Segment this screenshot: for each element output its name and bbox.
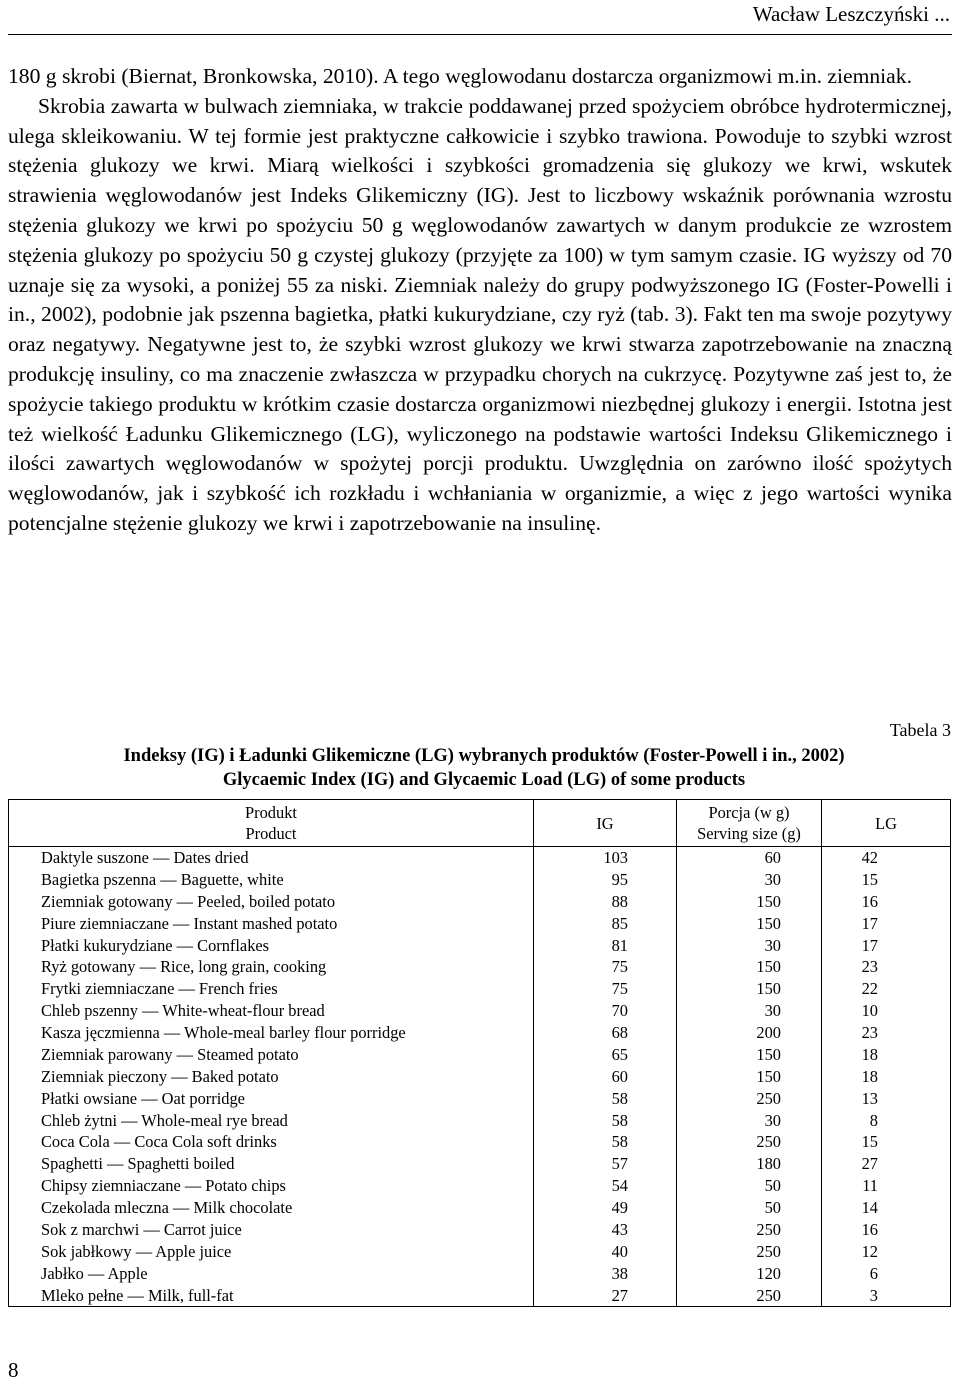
cell-ig: 58 xyxy=(534,1110,677,1132)
cell-ig: 103 xyxy=(534,847,677,869)
table-row xyxy=(9,1241,951,1263)
cell-product: Czekolada mleczna — Milk chocolate xyxy=(9,1197,534,1219)
table-row xyxy=(9,1022,951,1044)
cell-product: Bagietka pszenna — Baguette, white xyxy=(9,869,534,891)
table-body xyxy=(9,847,951,1307)
cell-portion: 30 xyxy=(677,869,822,891)
cell-ig: 58 xyxy=(534,1131,677,1153)
cell-lg: 3 xyxy=(822,1285,951,1307)
cell-portion: 250 xyxy=(677,1241,822,1263)
cell-portion: 150 xyxy=(677,1066,822,1088)
table-row xyxy=(9,1197,951,1219)
cell-portion: 250 xyxy=(677,1285,822,1307)
cell-ig: 27 xyxy=(534,1285,677,1307)
cell-ig: 38 xyxy=(534,1263,677,1285)
table-row xyxy=(9,1175,951,1197)
cell-product: Spaghetti — Spaghetti boiled xyxy=(9,1153,534,1175)
cell-ig: 54 xyxy=(534,1175,677,1197)
header-product xyxy=(9,800,534,847)
header-portion xyxy=(677,800,822,847)
cell-portion: 50 xyxy=(677,1175,822,1197)
cell-lg: 22 xyxy=(822,978,951,1000)
table-row xyxy=(9,1219,951,1241)
cell-lg: 17 xyxy=(822,913,951,935)
cell-product: Mleko pełne — Milk, full-fat xyxy=(9,1285,534,1307)
table-row xyxy=(9,913,951,935)
cell-product: Sok z marchwi — Carrot juice xyxy=(9,1219,534,1241)
cell-product: Kasza jęczmienna — Whole-meal barley flour porridge xyxy=(9,1022,534,1044)
header-lg: LG xyxy=(822,800,951,847)
header-ig: IG xyxy=(534,800,677,847)
cell-portion: 60 xyxy=(677,847,822,869)
cell-ig: 43 xyxy=(534,1219,677,1241)
cell-ig: 81 xyxy=(534,935,677,957)
cell-ig: 75 xyxy=(534,956,677,978)
cell-ig: 70 xyxy=(534,1000,677,1022)
table-row xyxy=(9,935,951,957)
cell-lg: 6 xyxy=(822,1263,951,1285)
glycaemic-table xyxy=(8,799,951,1307)
cell-product: Płatki owsiane — Oat porridge xyxy=(9,1088,534,1110)
cell-portion: 150 xyxy=(677,1044,822,1066)
cell-ig: 40 xyxy=(534,1241,677,1263)
cell-portion: 250 xyxy=(677,1131,822,1153)
table-label: Tabela 3 xyxy=(889,720,951,740)
table-row xyxy=(9,847,951,869)
cell-portion: 250 xyxy=(677,1088,822,1110)
table-row xyxy=(9,1263,951,1285)
cell-lg: 13 xyxy=(822,1088,951,1110)
table-row xyxy=(9,1066,951,1088)
cell-portion: 120 xyxy=(677,1263,822,1285)
running-header: Wacław Leszczyński ... xyxy=(752,2,950,26)
table-header-row xyxy=(9,800,951,847)
paragraph-2: Skrobia zawarta w bulwach ziemniaka, w trakcie poddawanej przed spożyciem obróbce hydrotermicznej, ulega skleikowaniu. W tej formie jest praktyczne całkowicie i szybko trawiona. Powoduje to szybki wzrost stężenia glukozy we krwi. Miarą wielkości i szybkości gromadzenia się glukozy we krwi, wskutek strawienia węglowodanów jest Indeks Glikemiczny (IG). Jest to liczbowy wskaźnik porównania wzrostu stężenia glukozy we krwi po spożyciu 50 g węglowodanów zawartych w danym produkcie ze wzrostem stężenia glukozy po spożyciu 50 g czystej glukozy (przyjęte za 100) w tym samym czasie. IG wyższy od 70 uznaje się za wysoki, a poniżej 55 za niski. Ziemniak należy do grupy podwyższonego IG (Foster-Powelli i in., 2002), podobnie jak pszenna bagietka, płatki kukurydziane, czy ryż (tab. 3). Fakt ten ma swoje pozytywy oraz negatywy. Negatywne jest to, że szybki wzrost glukozy we krwi stwarza zapotrzebowanie na znaczną produkcję insuliny, co ma znaczenie zwłaszcza w przypadku chorych na cukrzycę. Pozytywne zaś jest to, że spożycie takiego produktu w krótkim czasie dostarcza organizmowi niezbędnej glukozy i energii. Istotna jest też wielkość Ładunku Glikemicznego (LG), wyliczonego na podstawie wartości Indeksu Glikemicznego i ilości zawartych węglowodanów w spożytej porcji produktu. Uwzględnia on zarówno ilość spożytych węglowodanów, jak i szybkość ich rozkładu i wchłaniania w organizmie, a więc z jego wartości wynika potencjalne stężenie glukozy we krwi i zapotrzebowanie na insulinę. xyxy=(8,93,952,535)
body-text xyxy=(8,62,952,539)
cell-lg: 16 xyxy=(822,1219,951,1241)
cell-product: Sok jabłkowy — Apple juice xyxy=(9,1241,534,1263)
cell-product: Chipsy ziemniaczane — Potato chips xyxy=(9,1175,534,1197)
cell-ig: 85 xyxy=(534,913,677,935)
cell-product: Płatki kukurydziane — Cornflakes xyxy=(9,935,534,957)
header-product-en: Product xyxy=(245,824,297,843)
cell-product: Ziemniak parowany — Steamed potato xyxy=(9,1044,534,1066)
table-row xyxy=(9,956,951,978)
cell-portion: 250 xyxy=(677,1219,822,1241)
table-row xyxy=(9,1000,951,1022)
cell-portion: 30 xyxy=(677,935,822,957)
cell-portion: 180 xyxy=(677,1153,822,1175)
cell-portion: 30 xyxy=(677,1110,822,1132)
cell-ig: 49 xyxy=(534,1197,677,1219)
cell-product: Ryż gotowany — Rice, long grain, cooking xyxy=(9,956,534,978)
cell-lg: 17 xyxy=(822,935,951,957)
paragraph-1: 180 g skrobi (Biernat, Bronkowska, 2010). A tego węglowodanu dostarcza organizmowi m.in. ziemniak. xyxy=(8,64,912,88)
cell-portion: 150 xyxy=(677,956,822,978)
cell-product: Frytki ziemniaczane — French fries xyxy=(9,978,534,1000)
cell-product: Ziemniak gotowany — Peeled, boiled potato xyxy=(9,891,534,913)
cell-portion: 50 xyxy=(677,1197,822,1219)
cell-portion: 150 xyxy=(677,891,822,913)
table-row xyxy=(9,891,951,913)
cell-portion: 30 xyxy=(677,1000,822,1022)
cell-lg: 16 xyxy=(822,891,951,913)
cell-ig: 65 xyxy=(534,1044,677,1066)
cell-product: Jabłko — Apple xyxy=(9,1263,534,1285)
cell-product: Ziemniak pieczony — Baked potato xyxy=(9,1066,534,1088)
header-rule xyxy=(8,34,952,35)
cell-lg: 12 xyxy=(822,1241,951,1263)
cell-portion: 150 xyxy=(677,913,822,935)
cell-ig: 58 xyxy=(534,1088,677,1110)
cell-lg: 10 xyxy=(822,1000,951,1022)
cell-product: Chleb żytni — Whole-meal rye bread xyxy=(9,1110,534,1132)
cell-ig: 68 xyxy=(534,1022,677,1044)
cell-lg: 23 xyxy=(822,956,951,978)
cell-lg: 23 xyxy=(822,1022,951,1044)
cell-lg: 15 xyxy=(822,869,951,891)
table-row xyxy=(9,1131,951,1153)
header-product-pl: Produkt xyxy=(245,803,297,822)
table-row xyxy=(9,1110,951,1132)
cell-lg: 14 xyxy=(822,1197,951,1219)
table-row xyxy=(9,1088,951,1110)
cell-product: Daktyle suszone — Dates dried xyxy=(9,847,534,869)
cell-lg: 18 xyxy=(822,1044,951,1066)
header-portion-pl: Porcja (w g) xyxy=(708,803,790,822)
cell-lg: 15 xyxy=(822,1131,951,1153)
page-number: 8 xyxy=(8,1358,19,1382)
table-row xyxy=(9,978,951,1000)
cell-ig: 95 xyxy=(534,869,677,891)
cell-ig: 75 xyxy=(534,978,677,1000)
cell-ig: 57 xyxy=(534,1153,677,1175)
cell-lg: 8 xyxy=(822,1110,951,1132)
cell-product: Coca Cola — Coca Cola soft drinks xyxy=(9,1131,534,1153)
cell-product: Chleb pszenny — White-wheat-flour bread xyxy=(9,1000,534,1022)
table-row xyxy=(9,1153,951,1175)
header-portion-en: Serving size (g) xyxy=(697,824,801,843)
table-title-english: Glycaemic Index (IG) and Glycaemic Load (LG) of some products xyxy=(222,770,746,790)
cell-product: Piure ziemniaczane — Instant mashed potato xyxy=(9,913,534,935)
table-row xyxy=(9,1285,951,1307)
cell-lg: 42 xyxy=(822,847,951,869)
cell-lg: 11 xyxy=(822,1175,951,1197)
table-row xyxy=(9,869,951,891)
cell-lg: 27 xyxy=(822,1153,951,1175)
cell-portion: 200 xyxy=(677,1022,822,1044)
cell-ig: 60 xyxy=(534,1066,677,1088)
cell-ig: 88 xyxy=(534,891,677,913)
cell-portion: 150 xyxy=(677,978,822,1000)
table-title-polish: Indeksy (IG) i Ładunki Glikemiczne (LG) wybranych produktów (Foster-Powell i in., 2002) xyxy=(123,746,845,766)
table-row xyxy=(9,1044,951,1066)
cell-lg: 18 xyxy=(822,1066,951,1088)
